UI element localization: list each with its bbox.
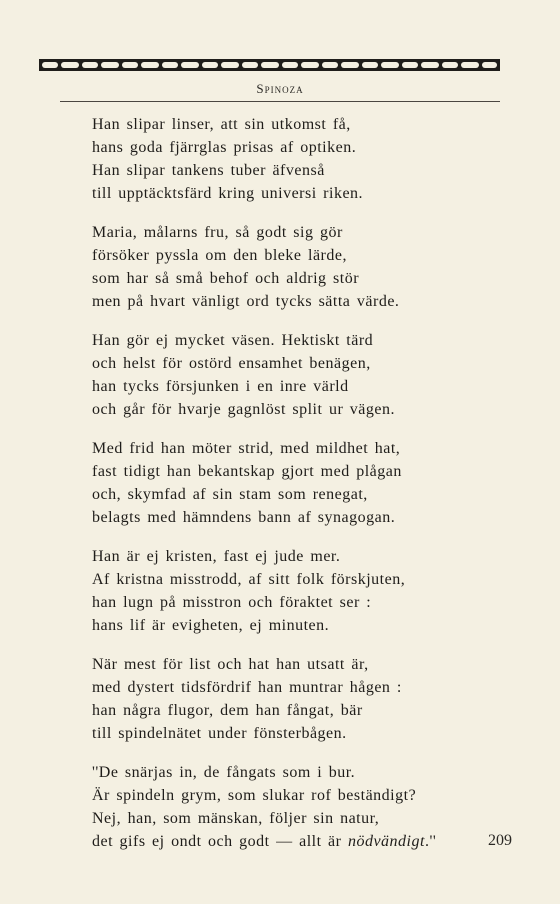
stanza: [92, 653, 492, 745]
poem-line: som har så små behof och aldrig stör: [92, 270, 360, 287]
poem-line: fast tidigt han bekantskap gjort med plågan: [92, 463, 402, 480]
poem-line: till upptäcktsfärd kring universi riken.: [92, 185, 364, 202]
poem-line: När mest för list och hat han utsatt är,: [92, 656, 369, 673]
poem-line: han några flugor, dem han fångat, bär: [92, 702, 363, 719]
poem-line: och, skymfad af sin stam som renegat,: [92, 486, 368, 503]
running-title: Spinoza: [256, 81, 304, 96]
poem-line: han tycks försjunken i en inre värld: [92, 378, 349, 395]
final-line-text: det gifs ej ondt och godt — allt är: [92, 833, 348, 850]
poem-line: men på hvart vänligt ord tycks sätta värde.: [92, 293, 400, 310]
decorative-chain-border: [39, 59, 500, 71]
poem-line: Med frid han möter strid, med mildhet hat,: [92, 440, 401, 457]
stanza: [92, 329, 492, 421]
stanza: [92, 221, 492, 313]
poem-line: försöker pyssla om den bleke lärde,: [92, 247, 347, 264]
stanza: [92, 437, 492, 529]
poem-line: Han slipar linser, att sin utkomst få,: [92, 116, 351, 133]
poem-line: hans lif är evigheten, ej minuten.: [92, 617, 330, 634]
poem-line: och helst för ostörd ensamhet benägen,: [92, 355, 371, 372]
poem-line: han lugn på misstron och föraktet ser :: [92, 594, 372, 611]
stanza: [92, 761, 492, 853]
poem-line: hans goda fjärrglas prisas af optiken.: [92, 139, 357, 156]
poem-line: ''De snärjas in, de fångats som i bur.: [92, 764, 356, 781]
poem-line: Nej, han, som mänskan, följer sin natur,: [92, 810, 380, 827]
poem-line: belagts med hämndens bann af synagogan.: [92, 509, 396, 526]
poem-line: Han är ej kristen, fast ej jude mer.: [92, 548, 341, 565]
poem-line: med dystert tidsfördrif han muntrar hågen :: [92, 679, 402, 696]
poem-line: Han gör ej mycket väsen. Hektiskt tärd: [92, 332, 374, 349]
stanza: [92, 545, 492, 637]
page-number: 209: [488, 832, 512, 849]
poem-line: Af kristna misstrodd, af sitt folk förskjuten,: [92, 571, 406, 588]
poem-line: Maria, målarns fru, så godt sig gör: [92, 224, 343, 241]
emphasized-word: nödvändigt: [347, 833, 425, 850]
poem-line: Han slipar tankens tuber äfvenså: [92, 162, 325, 179]
final-line-close: .'': [424, 833, 437, 850]
poem-line: Är spindeln grym, som slukar rof beständigt?: [92, 787, 417, 804]
header-rule: [60, 101, 500, 102]
poem-line: och går för hvarje gagnlöst split ur vägen.: [92, 401, 395, 418]
stanza: [92, 113, 492, 205]
poem-line: till spindelnätet under fönsterbågen.: [92, 725, 347, 742]
poem-line-final: [92, 830, 492, 853]
poem-body: [92, 113, 492, 869]
